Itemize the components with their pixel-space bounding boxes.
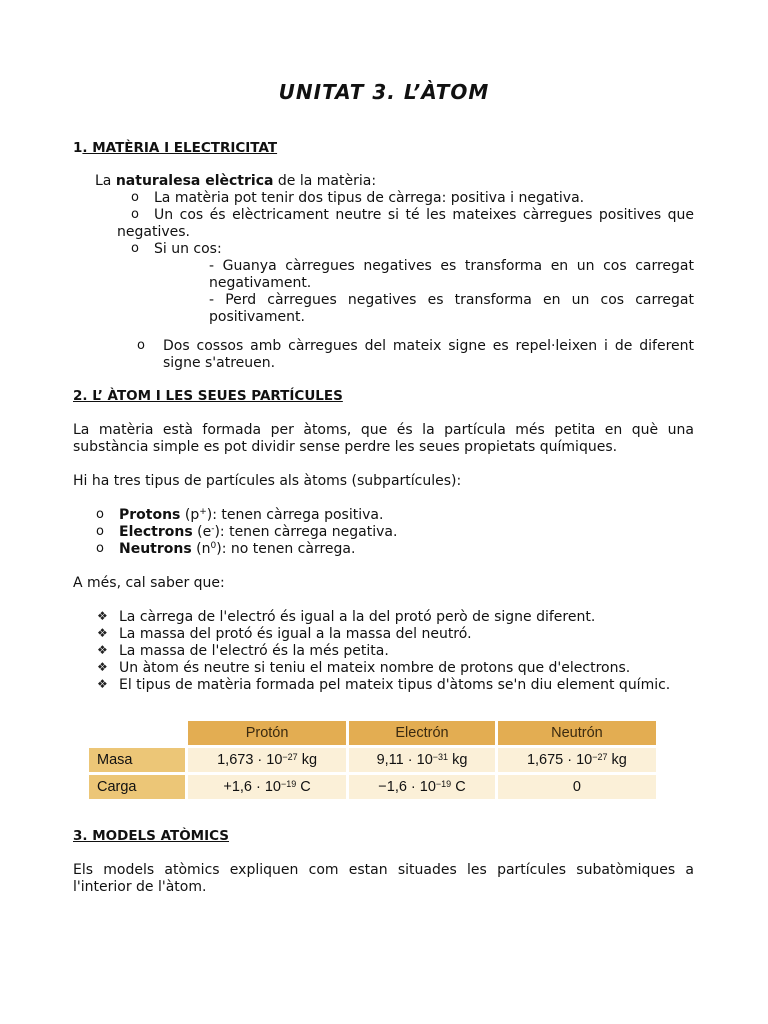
intro-text: La — [95, 173, 116, 189]
cell-unit: kg — [607, 752, 627, 768]
particle-table — [86, 718, 659, 802]
table-header-row — [89, 721, 656, 745]
table-cell — [349, 748, 495, 772]
cell-exponent: −27 — [592, 752, 608, 762]
cell-value: +1,6 · 10 — [223, 779, 281, 795]
particle-charge-sup: + — [199, 507, 207, 517]
section-2-heading: 2. L’ ÀTOM I LES SEUES PARTÍCULES — [73, 388, 343, 404]
cell-exponent: −19 — [435, 779, 452, 789]
s3-paragraph-1: Els models atòmics expliquen com estan situades les partícules subatòmiques a l'interior de l'àtom. — [73, 862, 694, 895]
table-corner — [89, 721, 185, 745]
fact-4: Un àtom és neutre si teniu el mateix nombre de protons que d'electrons. — [119, 660, 631, 676]
particle-name: Neutrons — [119, 541, 192, 557]
list-marker: o — [96, 507, 104, 522]
fact-2: La massa del protó és igual a la massa del neutró. — [119, 626, 472, 642]
s2-paragraph-1: La matèria està formada per àtoms, que és la partícula més petita en què una substància simple es pot dividir sense perdre les seues propietats químiques. — [73, 422, 694, 455]
s2-paragraph-3: A més, cal saber que: — [73, 575, 225, 591]
table-cell — [188, 748, 346, 772]
section-3-heading: 3. MODELS ATÒMICS — [73, 828, 230, 844]
list-marker: o — [131, 190, 139, 205]
list-marker: o — [96, 541, 104, 556]
cell-value: 1,675 · 10 — [526, 752, 593, 768]
table-cell — [349, 775, 495, 799]
particle-name: Electrons — [119, 524, 193, 540]
s1-subitem-2: - Perd càrregues negatives es transforma en un cos carregat positivament. — [209, 292, 694, 325]
particle-symbol: (p — [180, 507, 200, 523]
s2-paragraph-2: Hi ha tres tipus de partícules als àtoms (subpartícules): — [73, 473, 462, 489]
fact-1: La càrrega de l'electró és igual a la del protó però de signe diferent. — [119, 609, 596, 625]
s1-item-3: Si un cos: — [154, 241, 222, 257]
table-row — [89, 775, 656, 799]
cell-unit: kg — [297, 752, 318, 768]
table-row — [89, 748, 656, 772]
diamond-bullet: ❖ — [97, 677, 108, 691]
table-cell — [498, 775, 656, 799]
table-header: Neutrón — [498, 721, 656, 745]
particle-protons — [119, 507, 679, 524]
s1-item-4: Dos cossos amb càrregues del mateix signe es repel·leixen i de diferent signe s'atreuen. — [163, 338, 694, 371]
row-label: Masa — [89, 748, 185, 772]
particle-name: Protons — [119, 507, 181, 523]
section-1-number: 1 — [73, 140, 83, 156]
cell-exponent: −27 — [282, 752, 298, 762]
cell-value: 9,11 · 10 — [376, 752, 433, 768]
cell-value: −1,6 · 10 — [378, 779, 436, 795]
particle-charge-sup: 0 — [210, 541, 217, 551]
cell-exponent: −19 — [281, 779, 297, 789]
particle-desc: ): tenen càrrega positiva. — [206, 507, 384, 523]
cell-unit: C — [296, 779, 311, 795]
fact-3: La massa de l'electró és la més petita. — [119, 643, 389, 659]
list-marker: o — [131, 207, 139, 222]
intro-bold: naturalesa elèctrica — [115, 173, 274, 189]
cell-unit: C — [451, 779, 466, 795]
list-marker: o — [137, 338, 145, 353]
particle-neutrons — [119, 541, 679, 558]
diamond-bullet: ❖ — [97, 643, 108, 657]
particle-symbol: (n — [191, 541, 211, 557]
particle-desc: ): no tenen càrrega. — [216, 541, 356, 557]
table-cell — [188, 775, 346, 799]
list-marker: o — [131, 241, 139, 256]
list-marker: o — [96, 524, 104, 539]
diamond-bullet: ❖ — [97, 609, 108, 623]
cell-exponent: −31 — [432, 752, 449, 762]
section-1-title: . MATÈRIA I ELECTRICITAT — [82, 140, 278, 156]
s1-item-2: Un cos és elèctricament neutre si té les mateixes càrregues positives que negatives. — [117, 207, 694, 240]
particle-electrons — [119, 524, 679, 541]
diamond-bullet: ❖ — [97, 660, 108, 674]
table-header: Electrón — [349, 721, 495, 745]
row-label: Carga — [89, 775, 185, 799]
cell-value: 0 — [572, 779, 581, 795]
s1-item-1: La matèria pot tenir dos tipus de càrrega: positiva i negativa. — [154, 190, 585, 206]
section-1-intro — [95, 173, 695, 190]
fact-5: El tipus de matèria formada pel mateix tipus d'àtoms se'n diu element químic. — [119, 677, 671, 693]
page-title: UNITAT 3. L’ÀTOM — [278, 80, 490, 104]
table-cell — [498, 748, 656, 772]
section-1-heading — [73, 140, 277, 156]
particle-desc: ): tenen càrrega negativa. — [214, 524, 398, 540]
cell-value: 1,673 · 10 — [217, 752, 283, 768]
particle-symbol: (e — [192, 524, 212, 540]
table-header: Protón — [188, 721, 346, 745]
intro-text-end: de la matèria: — [273, 173, 377, 189]
s1-subitem-1: - Guanya càrregues negatives es transforma en un cos carregat negativament. — [209, 258, 694, 291]
particle-charge-sup: - — [211, 524, 215, 534]
cell-unit: kg — [448, 752, 468, 768]
diamond-bullet: ❖ — [97, 626, 108, 640]
